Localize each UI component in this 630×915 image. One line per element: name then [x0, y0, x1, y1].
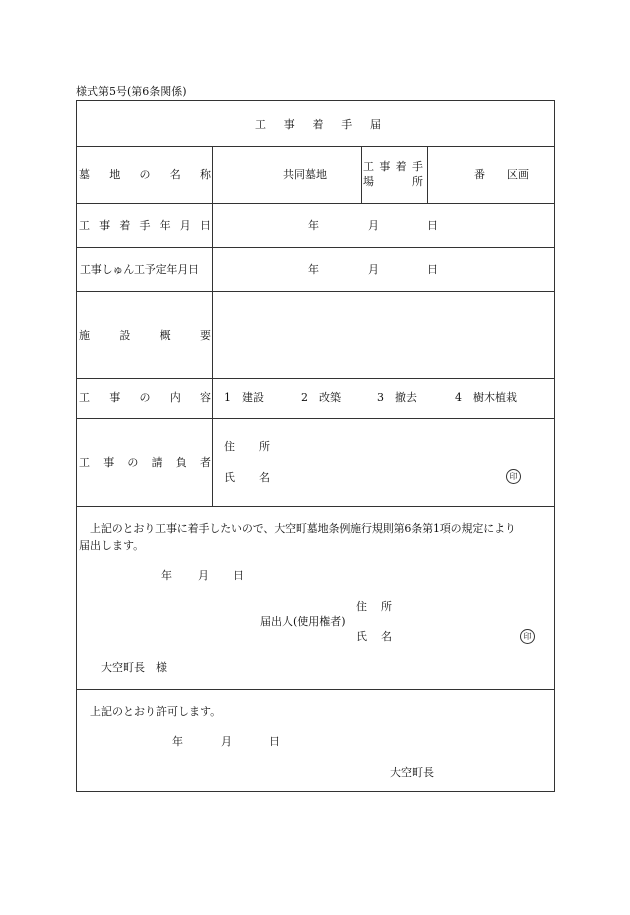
- work-option-remove: 3 撤去: [377, 391, 417, 404]
- permission-signatory: 大空町長: [390, 766, 434, 779]
- form-title: 工 事 着 手 届: [255, 118, 381, 131]
- applicant-address-label: 住 所: [356, 600, 392, 613]
- declaration-text-line2: 届出します。: [79, 539, 145, 552]
- plot-number-ban: 番: [474, 168, 485, 181]
- permission-date-month: 月: [221, 735, 232, 748]
- contractor-name-label: 氏 名: [224, 471, 270, 484]
- contractor-address-label: 住 所: [224, 440, 270, 453]
- work-option-tree-planting: 4 樹木植栽: [455, 391, 517, 404]
- permission-text: 上記のとおり許可します。: [90, 705, 222, 718]
- permission-date-year: 年: [172, 735, 183, 748]
- contractor-label: 工 事 の 請 負 者: [79, 456, 211, 469]
- notification-form: [76, 100, 555, 792]
- completion-date-label: 工事しゅん工予定年月日: [80, 263, 199, 276]
- completion-date-month: 月: [368, 263, 379, 276]
- applicant-name-label: 氏 名: [356, 630, 392, 643]
- applicant-seal-mark: 印: [520, 629, 535, 644]
- start-date-year: 年: [308, 219, 319, 232]
- plot-kukaku: 区画: [507, 168, 529, 181]
- work-location-label-line2: 場 所: [363, 175, 423, 188]
- declaration-text-line1: 上記のとおり工事に着手したいので、大空町墓地条例施行規則第6条第1項の規定により: [90, 522, 516, 535]
- facility-overview-label: 施 設 概 要: [79, 329, 211, 342]
- completion-date-year: 年: [308, 263, 319, 276]
- form-number: 様式第5号(第6条関係): [76, 85, 187, 98]
- cemetery-name-value: 共同墓地: [283, 168, 327, 181]
- cemetery-name-label: 墓 地 の 名 称: [79, 168, 211, 181]
- start-date-day: 日: [427, 219, 438, 232]
- work-option-build: 1 建設: [224, 391, 264, 404]
- contractor-seal-mark: 印: [506, 469, 521, 484]
- work-content-label: 工 事 の 内 容: [79, 391, 211, 404]
- declaration-date-year: 年: [161, 569, 172, 582]
- work-option-rebuild: 2 改築: [301, 391, 341, 404]
- work-location-label-line1: 工 事 着 手: [363, 160, 423, 173]
- permission-date-day: 日: [269, 735, 280, 748]
- completion-date-day: 日: [427, 263, 438, 276]
- addressee: 大空町長 様: [101, 661, 167, 674]
- start-date-month: 月: [368, 219, 379, 232]
- start-date-label: 工 事 着 手 年 月 日: [79, 219, 211, 232]
- declaration-date-day: 日: [233, 569, 244, 582]
- applicant-label: 届出人(使用権者): [260, 615, 346, 628]
- declaration-date-month: 月: [198, 569, 209, 582]
